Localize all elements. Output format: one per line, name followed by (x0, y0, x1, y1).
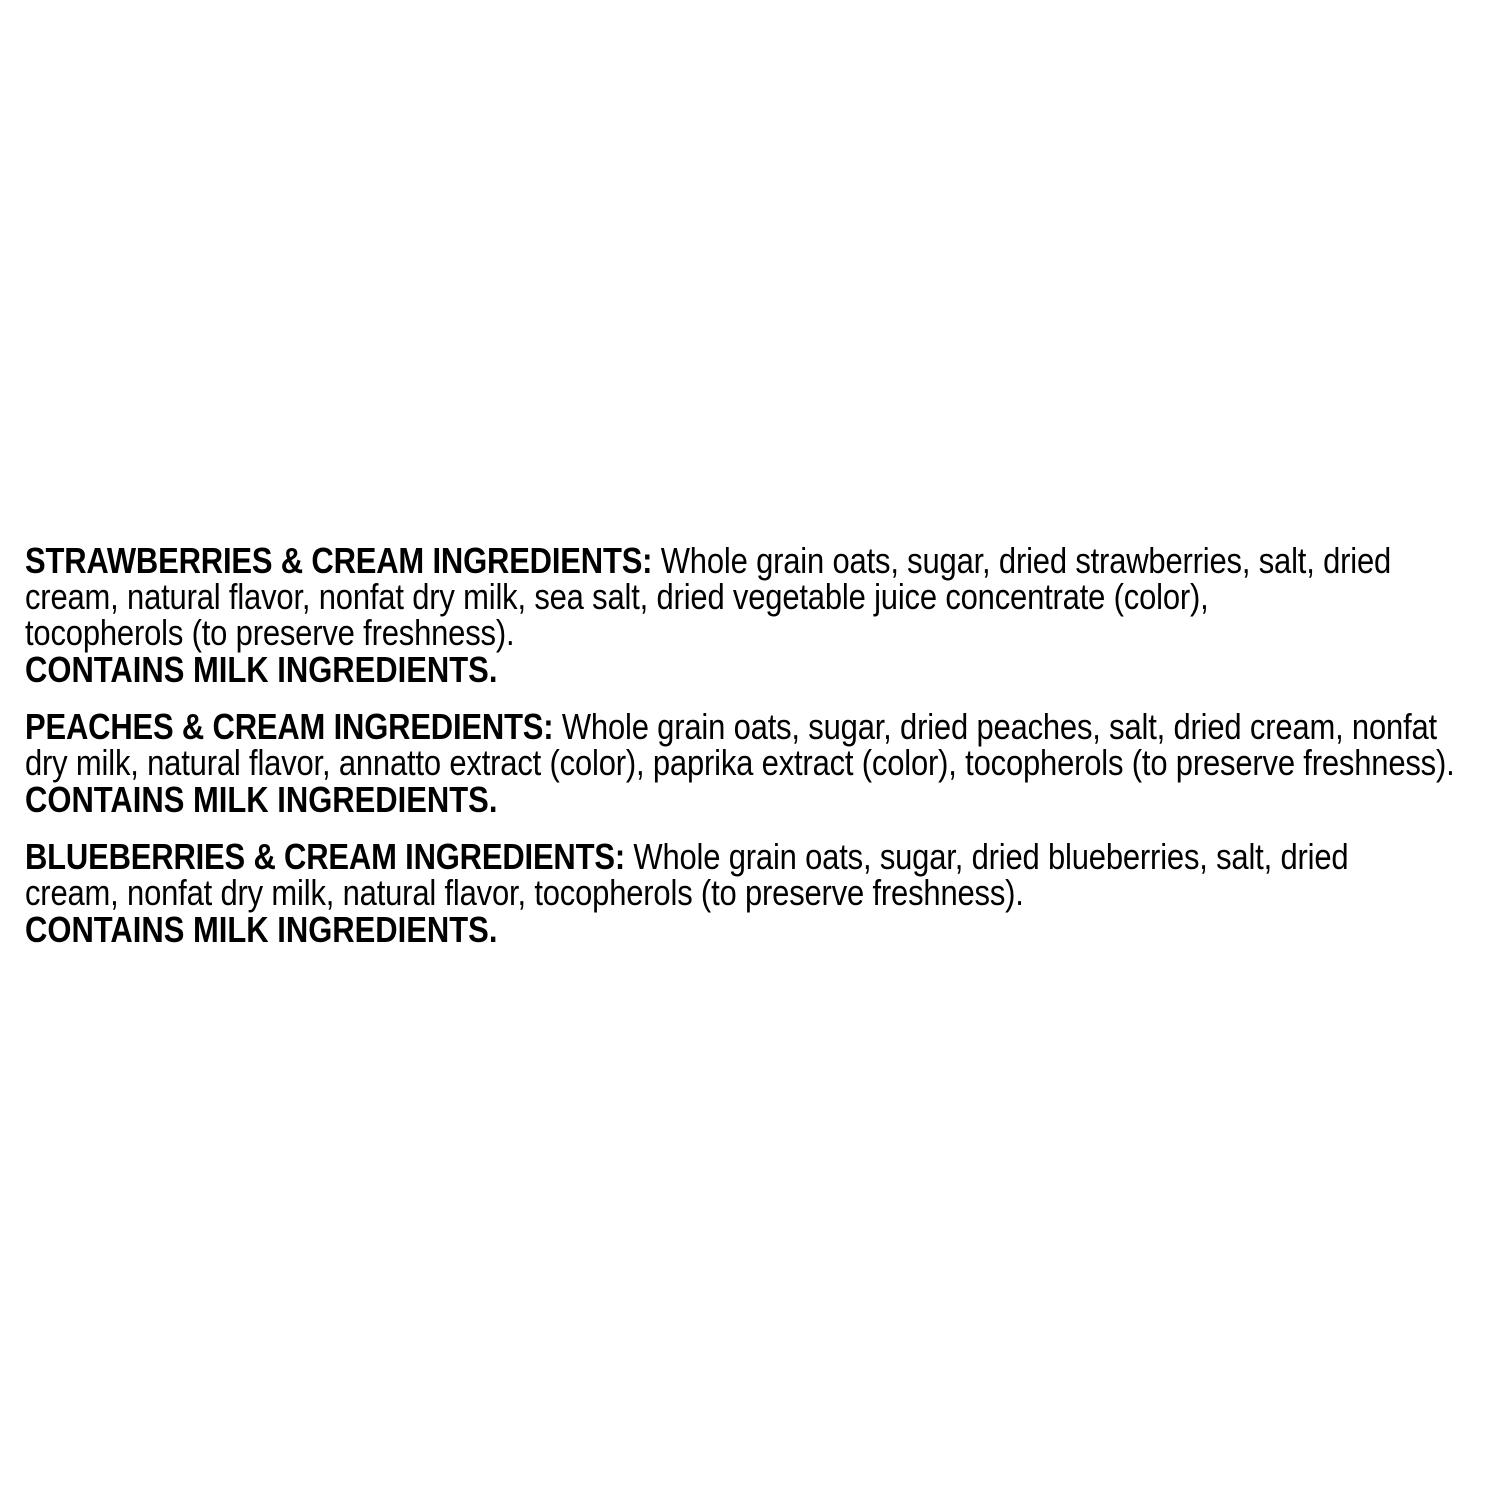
strawberries-cream-section (25, 540, 1485, 690)
ingredient-text: Whole grain oats, sugar, dried strawberries, salt, dried (652, 540, 1392, 581)
section-heading: PEACHES & CREAM INGREDIENTS: (25, 706, 554, 747)
ingredient-line: cream, nonfat dry milk, natural flavor, tocopherols (to preserve freshness). (25, 872, 1024, 913)
ingredient-line (25, 836, 1349, 877)
peaches-cream-section (25, 706, 1485, 820)
ingredient-line: cream, natural flavor, nonfat dry milk, sea salt, dried vegetable juice concentrate (color), (25, 576, 1209, 617)
ingredient-text: Whole grain oats, sugar, dried blueberries, salt, dried (624, 836, 1349, 877)
ingredient-line: dry milk, natural flavor, annatto extract (color), paprika extract (color), tocopherols (to preserve freshness). (25, 742, 1455, 783)
ingredient-text: Whole grain oats, sugar, dried peaches, salt, dried cream, nonfat (553, 706, 1437, 747)
allergen-statement: CONTAINS MILK INGREDIENTS. (25, 779, 498, 820)
allergen-statement: CONTAINS MILK INGREDIENTS. (25, 909, 498, 950)
ingredients-panel (25, 540, 1485, 969)
section-heading: BLUEBERRIES & CREAM INGREDIENTS: (25, 836, 625, 877)
ingredient-line (25, 540, 1392, 581)
blueberries-cream-section (25, 836, 1485, 950)
allergen-statement: CONTAINS MILK INGREDIENTS. (25, 649, 498, 690)
ingredient-line: tocopherols (to preserve freshness). (25, 612, 515, 653)
section-heading: STRAWBERRIES & CREAM INGREDIENTS: (25, 540, 653, 581)
ingredient-line (25, 706, 1437, 747)
